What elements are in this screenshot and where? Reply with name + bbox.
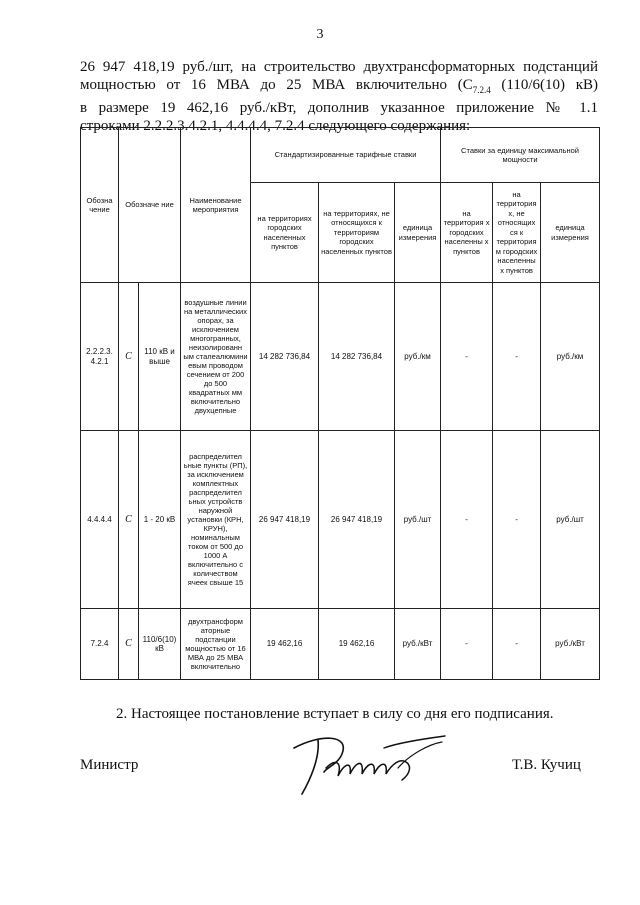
row-voltage: 110 кВ и выше <box>139 283 181 431</box>
header-power-rates: Ставки за единицу максимальной мощности <box>441 128 600 183</box>
tariff-table <box>80 127 600 680</box>
table-row <box>81 283 600 431</box>
header-designation: Обозна чение <box>81 128 119 283</box>
closing-statement: 2. Настоящее постановление вступает в силу со дня его подписания. <box>116 706 554 722</box>
row-code: 2.2.2.3. 4.2.1 <box>81 283 119 431</box>
row-voltage: 1 - 20 кВ <box>139 431 181 609</box>
header-standard-rates: Стандартизированные тарифные ставки <box>251 128 441 183</box>
row-non-urban-power-rate: - <box>493 609 541 680</box>
header-non-urban-2: на территория х, не относящих ся к территория м городских населенны х пунктов <box>493 183 541 283</box>
row-urban-rate: 26 947 418,19 <box>251 431 319 609</box>
row-non-urban-rate: 14 282 736,84 <box>319 283 395 431</box>
row-unit: руб./кВт <box>395 609 441 680</box>
row-non-urban-rate: 19 462,16 <box>319 609 395 680</box>
header-urban: на территориях городских населенных пунктов <box>251 183 319 283</box>
intro-line-4: строками 2.2.2.3.4.2.1, 4.4.4.4, 7.2.4 следующего содержания: <box>80 118 471 134</box>
row-code: 4.4.4.4 <box>81 431 119 609</box>
row-urban-power-rate: - <box>441 283 493 431</box>
signatory-name: Т.В. Кучиц <box>512 757 581 773</box>
intro-line-2: мощностью от 16 МВА до 25 МВА включительно ($С_{7.2.4}$ (110/6(10) кВ) <box>80 77 598 95</box>
row-unit-2: руб./кВт <box>541 609 600 680</box>
intro-line-1: 26 947 418,19 руб./шт, на строительство двухтрансформаторных подстанций <box>80 59 598 75</box>
header-unit: единица измерения <box>395 183 441 283</box>
row-letter: С <box>119 609 139 680</box>
table-row <box>81 431 600 609</box>
row-letter: С <box>119 283 139 431</box>
handwritten-signature <box>280 728 450 798</box>
row-description: двухтрансформ аторные подстанции мощностью от 16 МВА до 25 МВА включительно <box>181 609 251 680</box>
signatory-title: Министр <box>80 757 139 773</box>
header-unit-2: единица измерения <box>541 183 600 283</box>
row-voltage: 110/6(10) кВ <box>139 609 181 680</box>
row-description: распределител ьные пункты (РП), за исключением комплектных распределител ьных устройств наружной установки (КРН, КРУН), номинальным током от 500 до 1000 А включительно с количеством ячеек свыше 15 <box>181 431 251 609</box>
header-designation-2: Обозначе ние <box>119 128 181 283</box>
row-code: 7.2.4 <box>81 609 119 680</box>
row-non-urban-power-rate: - <box>493 283 541 431</box>
header-event-name: Наименование мероприятия <box>181 128 251 283</box>
row-description: воздушные линии на металлических опорах, за исключением многогранных, неизолированн ым сталеалюмини евым проводом сечением от 200 до 500 квадратных мм включительно двухцепные <box>181 283 251 431</box>
row-unit-2: руб./шт <box>541 431 600 609</box>
header-urban-2: на территория х городских населенны х пунктов <box>441 183 493 283</box>
row-urban-rate: 19 462,16 <box>251 609 319 680</box>
row-urban-rate: 14 282 736,84 <box>251 283 319 431</box>
row-non-urban-power-rate: - <box>493 431 541 609</box>
row-unit: руб./км <box>395 283 441 431</box>
row-urban-power-rate: - <box>441 609 493 680</box>
page-number: 3 <box>316 27 324 42</box>
row-non-urban-rate: 26 947 418,19 <box>319 431 395 609</box>
subscript-code: 7.2.4 <box>472 85 491 95</box>
header-non-urban: на территориях, не относящихся к территориям городских населенных пунктов <box>319 183 395 283</box>
table-row <box>81 609 600 680</box>
intro-paragraph <box>80 58 598 135</box>
row-unit: руб./шт <box>395 431 441 609</box>
intro-line-3: в размере 19 462,16 руб./кВт, дополнив указанное приложение № 1.1 <box>80 100 598 116</box>
row-unit-2: руб./км <box>541 283 600 431</box>
row-urban-power-rate: - <box>441 431 493 609</box>
row-letter: С <box>119 431 139 609</box>
